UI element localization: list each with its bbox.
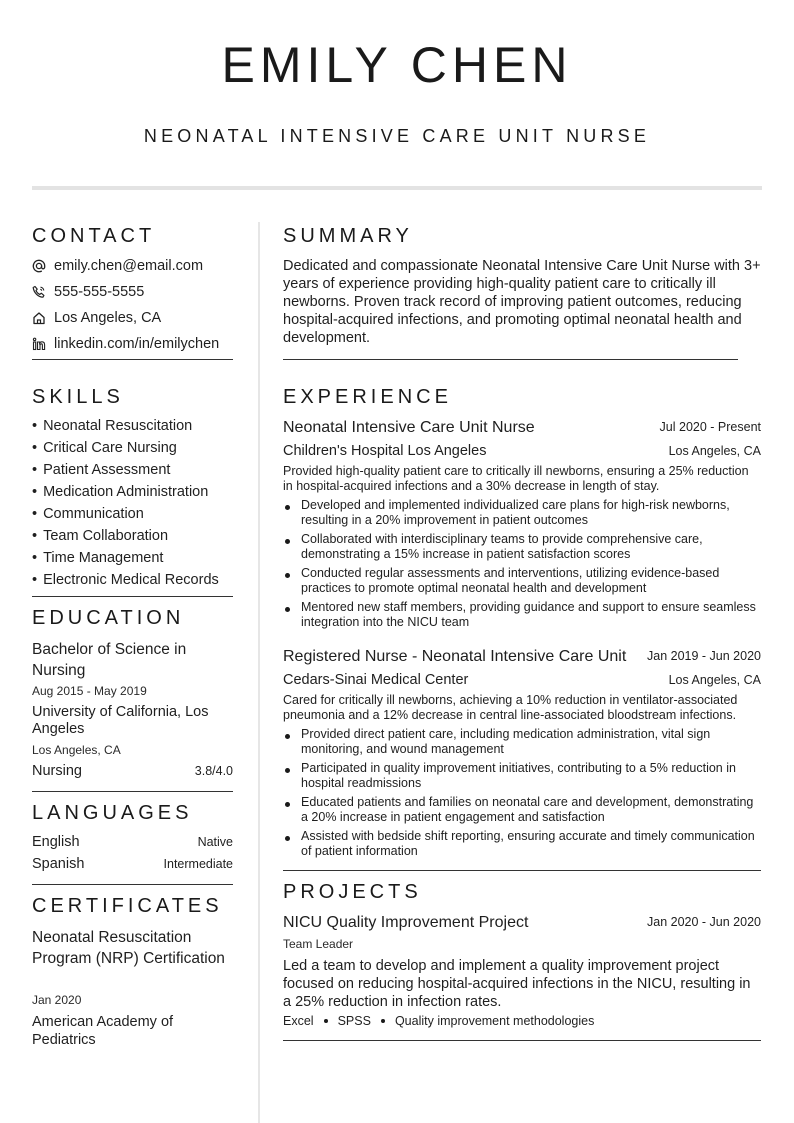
contact-email [32, 256, 203, 276]
job-bullet: Mentored new staff members, providing guidance and support to ensure seamless integration into the NICU team [283, 600, 761, 630]
skill-item: • Medication Administration [32, 484, 208, 500]
language-row [32, 834, 233, 850]
language-name: Spanish [32, 856, 85, 872]
job-bullet: Conducted regular assessments and interventions, utilizing evidence-based practices to promote optimal neonatal health and development [283, 566, 761, 596]
skill-item: • Patient Assessment [32, 462, 170, 478]
language-level: Native [197, 835, 233, 849]
skill-item: • Neonatal Resuscitation [32, 418, 192, 434]
job-description: Cared for critically ill newborns, achieving a 10% reduction in ventilator-associated pneumonia and a 12% decrease in central line-associated bloodstream infections. [283, 693, 738, 722]
project-description: Led a team to develop and implement a quality improvement project focused on reducing hospital-acquired infections in the NICU, resulting in a 25% reduction in infection rates. [283, 958, 751, 1010]
job-bullets [283, 727, 761, 863]
education-heading: EDUCATION [32, 607, 185, 629]
contact-location-text: Los Angeles, CA [54, 310, 162, 326]
contact-location [32, 308, 161, 328]
job-bullet: Collaborated with interdisciplinary teams to provide comprehensive care, demonstrating a 15% increase in patient satisfaction scores [283, 532, 761, 562]
education-gpa: 3.8/4.0 [194, 764, 233, 778]
job-description: Provided high-quality patient care to critically ill newborns, ensuring a 25% reduction in hospital-acquired infections and a 30% decrease in length of stay. [283, 464, 749, 493]
contact-phone [32, 282, 144, 302]
tag-separator [324, 1019, 328, 1023]
job-dates: Jul 2020 - Present [659, 420, 761, 434]
job-location: Los Angeles, CA [668, 673, 761, 687]
contact-divider [32, 359, 233, 360]
contact-phone-text: 555-555-5555 [54, 284, 145, 300]
certificate-org: American Academy of Pediatrics [32, 1014, 174, 1048]
skill-item: • Electronic Medical Records [32, 572, 219, 588]
language-name: English [32, 834, 80, 850]
job-bullet: Participated in quality improvement initiatives, contributing to a 5% reduction in hospital readmissions [283, 761, 761, 791]
column-divider [258, 222, 260, 1123]
languages-divider [32, 884, 233, 885]
language-row [32, 856, 233, 872]
summary-text: Dedicated and compassionate Neonatal Intensive Care Unit Nurse with 3+ years of experience providing high-quality patient care to critically ill newborns. Proven track record of improving patient outcomes, reducing hospital-acquired infections, and promoting optimal neonatal health and development. [283, 258, 761, 346]
at-sign-icon [32, 259, 46, 273]
contact-email-text: emily.chen@email.com [54, 258, 204, 274]
job-dates: Jan 2019 - Jun 2020 [647, 649, 761, 663]
certificate-date: Jan 2020 [32, 993, 82, 1007]
project-tags [283, 1014, 594, 1028]
project-title: NICU Quality Improvement Project [283, 914, 529, 931]
resume-name: EMILY CHEN [221, 37, 573, 93]
job-bullet: Developed and implemented individualized care plans for high-risk newborns, resulting in a 20% improvement in patient outcomes [283, 498, 761, 528]
job-bullet: Assisted with bedside shift reporting, ensuring accurate and timely communication of patient information [283, 829, 761, 859]
contact-linkedin-text[interactable]: linkedin.com/in/emilychen [54, 336, 220, 352]
experience-heading: EXPERIENCE [283, 386, 452, 408]
job-company: Children's Hospital Los Angeles [283, 443, 487, 459]
phone-icon [32, 285, 46, 299]
projects-heading: PROJECTS [283, 881, 422, 903]
project-dates: Jan 2020 - Jun 2020 [647, 915, 761, 929]
education-school: University of California, Los Angeles [32, 704, 209, 737]
job-bullet: Educated patients and families on neonatal care and development, demonstrating a 20% increase in patient engagement and satisfaction [283, 795, 761, 825]
project-role: Team Leader [283, 937, 354, 951]
certificates-heading: CERTIFICATES [32, 895, 223, 917]
education-field: Nursing [32, 763, 82, 779]
education-divider [32, 791, 233, 792]
education-degree: Bachelor of Science in Nursing [32, 641, 187, 679]
experience-divider [283, 870, 761, 871]
summary-heading: SUMMARY [283, 225, 413, 247]
linkedin-icon [32, 337, 46, 351]
education-location: Los Angeles, CA [32, 743, 121, 757]
education-field-row [32, 763, 233, 779]
resume-title: NEONATAL INTENSIVE CARE UNIT NURSE [143, 126, 651, 146]
skills-divider [32, 596, 233, 597]
skill-item: • Critical Care Nursing [32, 440, 177, 456]
job-bullets [283, 498, 761, 634]
job-location: Los Angeles, CA [668, 444, 761, 458]
skills-heading: SKILLS [32, 386, 124, 408]
job-company: Cedars-Sinai Medical Center [283, 672, 469, 688]
tag-separator [381, 1019, 385, 1023]
project-tag: Quality improvement methodologies [394, 1014, 595, 1028]
contact-heading: CONTACT [32, 225, 156, 247]
job-title: Neonatal Intensive Care Unit Nurse [283, 419, 535, 436]
project-tag: SPSS [337, 1014, 371, 1028]
education-dates: Aug 2015 - May 2019 [32, 684, 147, 698]
project-tag: Excel [283, 1014, 314, 1028]
projects-divider [283, 1040, 761, 1041]
skill-item: • Communication [32, 506, 144, 522]
job-title: Registered Nurse - Neonatal Intensive Care Unit [283, 648, 627, 665]
job-bullet: Provided direct patient care, including medication administration, vital sign monitoring, and wound management [283, 727, 761, 757]
summary-divider [283, 359, 738, 360]
home-icon [32, 311, 46, 325]
languages-heading: LANGUAGES [32, 802, 193, 824]
certificate-name: Neonatal Resuscitation Program (NRP) Certification [32, 929, 225, 967]
language-level: Intermediate [163, 857, 233, 871]
contact-linkedin[interactable] [32, 334, 219, 354]
skill-item: • Time Management [32, 550, 163, 566]
header-divider [32, 186, 762, 190]
skill-item: • Team Collaboration [32, 528, 168, 544]
